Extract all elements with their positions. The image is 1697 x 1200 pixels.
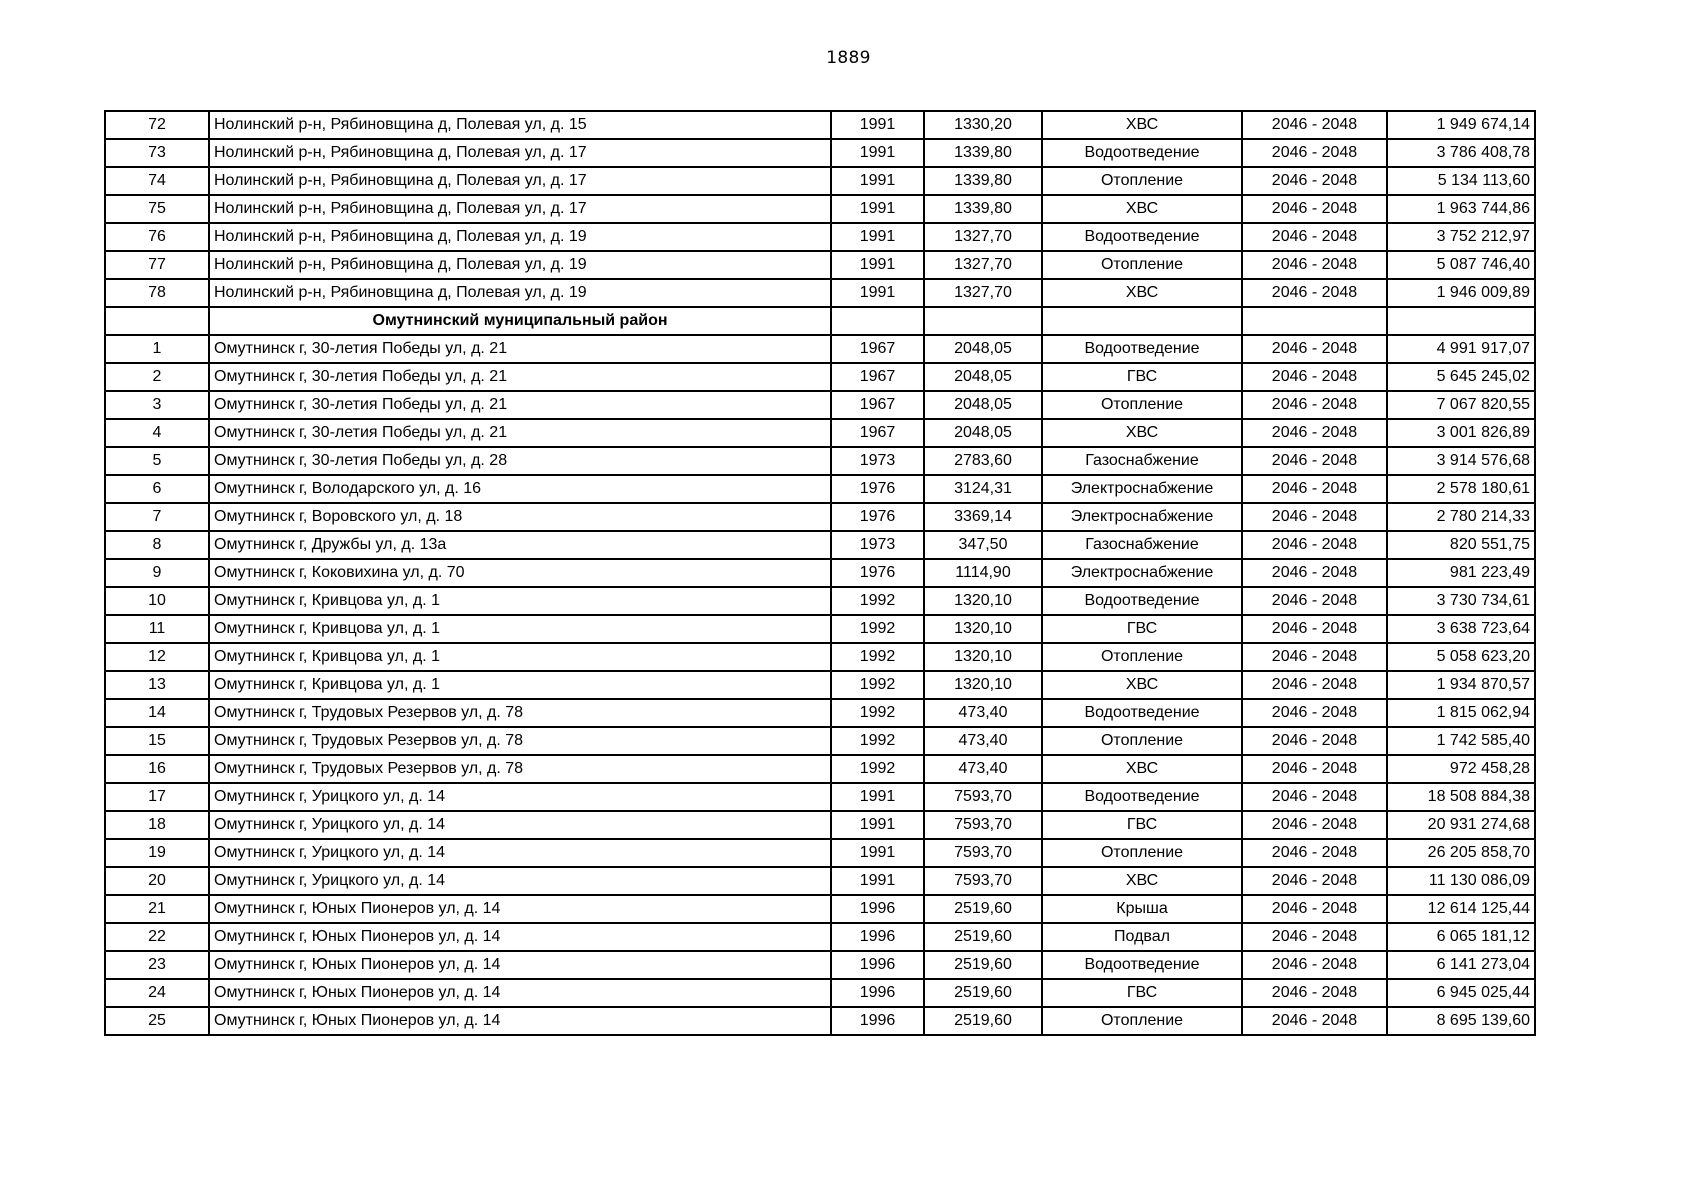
- address-cell: Омутнинск г, Коковихина ул, д. 70: [209, 559, 831, 587]
- cost-cell: 2 578 180,61: [1387, 475, 1535, 503]
- address-cell: Нолинский р-н, Рябиновщина д, Полевая ул, д. 17: [209, 167, 831, 195]
- work-type-cell: Отопление: [1042, 727, 1242, 755]
- table-row: [105, 335, 1535, 363]
- cost-cell: 3 752 212,97: [1387, 223, 1535, 251]
- area-cell: 1339,80: [924, 139, 1042, 167]
- table-row: [105, 755, 1535, 783]
- area-cell: 1114,90: [924, 559, 1042, 587]
- table-row: [105, 419, 1535, 447]
- cost-cell: 6 945 025,44: [1387, 979, 1535, 1007]
- table-row: [105, 503, 1535, 531]
- cost-cell: 26 205 858,70: [1387, 839, 1535, 867]
- build-year-cell: 1991: [831, 839, 924, 867]
- work-type-cell: ХВС: [1042, 279, 1242, 307]
- build-year-cell: 1992: [831, 615, 924, 643]
- row-number-cell: 18: [105, 811, 209, 839]
- build-year-cell: 1996: [831, 895, 924, 923]
- period-cell: 2046 - 2048: [1242, 419, 1387, 447]
- table-row: [105, 783, 1535, 811]
- address-cell: Омутнинск г, 30-летия Победы ул, д. 21: [209, 391, 831, 419]
- table-row: [105, 111, 1535, 139]
- work-type-cell: Отопление: [1042, 1007, 1242, 1035]
- cost-cell: 820 551,75: [1387, 531, 1535, 559]
- table-row: [105, 979, 1535, 1007]
- work-type-cell: Крыша: [1042, 895, 1242, 923]
- cost-cell: 8 695 139,60: [1387, 1007, 1535, 1035]
- row-number-cell: 73: [105, 139, 209, 167]
- row-number-cell: 1: [105, 335, 209, 363]
- period-cell: 2046 - 2048: [1242, 167, 1387, 195]
- empty-cell: [1042, 307, 1242, 335]
- work-type-cell: Отопление: [1042, 391, 1242, 419]
- area-cell: 1320,10: [924, 587, 1042, 615]
- cost-cell: 1 963 744,86: [1387, 195, 1535, 223]
- row-number-cell: 23: [105, 951, 209, 979]
- period-cell: 2046 - 2048: [1242, 671, 1387, 699]
- work-type-cell: ГВС: [1042, 363, 1242, 391]
- build-year-cell: 1976: [831, 559, 924, 587]
- build-year-cell: 1991: [831, 867, 924, 895]
- period-cell: 2046 - 2048: [1242, 279, 1387, 307]
- cost-cell: 1 934 870,57: [1387, 671, 1535, 699]
- row-number-cell: 5: [105, 447, 209, 475]
- work-type-cell: Водоотведение: [1042, 587, 1242, 615]
- period-cell: 2046 - 2048: [1242, 727, 1387, 755]
- work-type-cell: ГВС: [1042, 615, 1242, 643]
- build-year-cell: 1976: [831, 503, 924, 531]
- build-year-cell: 1991: [831, 139, 924, 167]
- build-year-cell: 1996: [831, 923, 924, 951]
- area-cell: 2048,05: [924, 391, 1042, 419]
- period-cell: 2046 - 2048: [1242, 531, 1387, 559]
- table-row: [105, 279, 1535, 307]
- period-cell: 2046 - 2048: [1242, 951, 1387, 979]
- row-number-cell: 21: [105, 895, 209, 923]
- address-cell: Омутнинск г, Урицкого ул, д. 14: [209, 783, 831, 811]
- build-year-cell: 1973: [831, 447, 924, 475]
- area-cell: 3124,31: [924, 475, 1042, 503]
- row-number-cell: 74: [105, 167, 209, 195]
- table-body: [105, 111, 1535, 1035]
- work-type-cell: ХВС: [1042, 419, 1242, 447]
- row-number-cell: 6: [105, 475, 209, 503]
- work-type-cell: Электроснабжение: [1042, 503, 1242, 531]
- empty-cell: [1387, 307, 1535, 335]
- work-type-cell: Газоснабжение: [1042, 447, 1242, 475]
- build-year-cell: 1991: [831, 167, 924, 195]
- row-number-cell: 9: [105, 559, 209, 587]
- address-cell: Омутнинск г, Юных Пионеров ул, д. 14: [209, 1007, 831, 1035]
- period-cell: 2046 - 2048: [1242, 839, 1387, 867]
- row-number-cell: 19: [105, 839, 209, 867]
- area-cell: 1339,80: [924, 167, 1042, 195]
- period-cell: 2046 - 2048: [1242, 643, 1387, 671]
- period-cell: 2046 - 2048: [1242, 391, 1387, 419]
- address-cell: Омутнинск г, Урицкого ул, д. 14: [209, 811, 831, 839]
- area-cell: 1320,10: [924, 671, 1042, 699]
- cost-cell: 7 067 820,55: [1387, 391, 1535, 419]
- period-cell: 2046 - 2048: [1242, 895, 1387, 923]
- area-cell: 1320,10: [924, 615, 1042, 643]
- cost-cell: 20 931 274,68: [1387, 811, 1535, 839]
- table-row: [105, 1007, 1535, 1035]
- cost-cell: 1 949 674,14: [1387, 111, 1535, 139]
- area-cell: 2048,05: [924, 363, 1042, 391]
- row-number-cell: 3: [105, 391, 209, 419]
- period-cell: 2046 - 2048: [1242, 1007, 1387, 1035]
- row-number-cell: 12: [105, 643, 209, 671]
- cost-cell: 972 458,28: [1387, 755, 1535, 783]
- page-number: 1889: [826, 48, 871, 68]
- work-type-cell: Газоснабжение: [1042, 531, 1242, 559]
- table-row: [105, 923, 1535, 951]
- table-row: [105, 139, 1535, 167]
- area-cell: 1339,80: [924, 195, 1042, 223]
- address-cell: Омутнинск г, Юных Пионеров ул, д. 14: [209, 895, 831, 923]
- work-type-cell: Водоотведение: [1042, 783, 1242, 811]
- period-cell: 2046 - 2048: [1242, 223, 1387, 251]
- area-cell: 3369,14: [924, 503, 1042, 531]
- row-number-cell: 13: [105, 671, 209, 699]
- address-cell: Омутнинск г, Кривцова ул, д. 1: [209, 615, 831, 643]
- cost-cell: 3 001 826,89: [1387, 419, 1535, 447]
- period-cell: 2046 - 2048: [1242, 503, 1387, 531]
- area-cell: 2519,60: [924, 1007, 1042, 1035]
- address-cell: Омутнинск г, 30-летия Победы ул, д. 21: [209, 335, 831, 363]
- period-cell: 2046 - 2048: [1242, 447, 1387, 475]
- table-row: [105, 223, 1535, 251]
- period-cell: 2046 - 2048: [1242, 139, 1387, 167]
- cost-cell: 6 141 273,04: [1387, 951, 1535, 979]
- row-number-cell: 17: [105, 783, 209, 811]
- row-number-cell: 16: [105, 755, 209, 783]
- row-number-cell: 78: [105, 279, 209, 307]
- period-cell: 2046 - 2048: [1242, 979, 1387, 1007]
- build-year-cell: 1996: [831, 951, 924, 979]
- area-cell: 2519,60: [924, 979, 1042, 1007]
- period-cell: 2046 - 2048: [1242, 811, 1387, 839]
- period-cell: 2046 - 2048: [1242, 783, 1387, 811]
- build-year-cell: 1991: [831, 251, 924, 279]
- address-cell: Омутнинск г, Урицкого ул, д. 14: [209, 839, 831, 867]
- address-cell: Нолинский р-н, Рябиновщина д, Полевая ул, д. 15: [209, 111, 831, 139]
- build-year-cell: 1991: [831, 223, 924, 251]
- area-cell: 473,40: [924, 755, 1042, 783]
- area-cell: 7593,70: [924, 783, 1042, 811]
- period-cell: 2046 - 2048: [1242, 699, 1387, 727]
- build-year-cell: 1991: [831, 111, 924, 139]
- work-type-cell: Отопление: [1042, 839, 1242, 867]
- work-type-cell: ХВС: [1042, 867, 1242, 895]
- cost-cell: 6 065 181,12: [1387, 923, 1535, 951]
- table-row: [105, 587, 1535, 615]
- table-row: [105, 727, 1535, 755]
- table-row: [105, 615, 1535, 643]
- cost-cell: 5 087 746,40: [1387, 251, 1535, 279]
- build-year-cell: 1992: [831, 727, 924, 755]
- address-cell: Омутнинск г, Юных Пионеров ул, д. 14: [209, 951, 831, 979]
- address-cell: Омутнинск г, Воровского ул, д. 18: [209, 503, 831, 531]
- row-number-cell: 14: [105, 699, 209, 727]
- work-type-cell: Электроснабжение: [1042, 475, 1242, 503]
- work-type-cell: ХВС: [1042, 671, 1242, 699]
- period-cell: 2046 - 2048: [1242, 923, 1387, 951]
- cost-cell: 1 815 062,94: [1387, 699, 1535, 727]
- period-cell: 2046 - 2048: [1242, 251, 1387, 279]
- work-type-cell: Водоотведение: [1042, 951, 1242, 979]
- cost-cell: 3 786 408,78: [1387, 139, 1535, 167]
- row-number-cell: 77: [105, 251, 209, 279]
- build-year-cell: 1991: [831, 279, 924, 307]
- row-number-cell: 15: [105, 727, 209, 755]
- area-cell: 2048,05: [924, 419, 1042, 447]
- area-cell: 1327,70: [924, 251, 1042, 279]
- build-year-cell: 1992: [831, 587, 924, 615]
- address-cell: Омутнинск г, Трудовых Резервов ул, д. 78: [209, 699, 831, 727]
- address-cell: Омутнинск г, 30-летия Победы ул, д. 28: [209, 447, 831, 475]
- build-year-cell: 1967: [831, 391, 924, 419]
- period-cell: 2046 - 2048: [1242, 587, 1387, 615]
- area-cell: 2519,60: [924, 923, 1042, 951]
- address-cell: Омутнинск г, Урицкого ул, д. 14: [209, 867, 831, 895]
- cost-cell: 3 638 723,64: [1387, 615, 1535, 643]
- address-cell: Омутнинск г, Кривцова ул, д. 1: [209, 587, 831, 615]
- area-cell: 473,40: [924, 699, 1042, 727]
- area-cell: 1330,20: [924, 111, 1042, 139]
- section-header-row: [105, 307, 1535, 335]
- build-year-cell: 1992: [831, 699, 924, 727]
- build-year-cell: 1996: [831, 1007, 924, 1035]
- area-cell: 1327,70: [924, 279, 1042, 307]
- address-cell: Омутнинск г, Кривцова ул, д. 1: [209, 671, 831, 699]
- work-type-cell: ХВС: [1042, 195, 1242, 223]
- address-cell: Омутнинск г, Юных Пионеров ул, д. 14: [209, 979, 831, 1007]
- cost-cell: 5 645 245,02: [1387, 363, 1535, 391]
- address-cell: Нолинский р-н, Рябиновщина д, Полевая ул, д. 19: [209, 279, 831, 307]
- cost-cell: 11 130 086,09: [1387, 867, 1535, 895]
- build-year-cell: 1976: [831, 475, 924, 503]
- area-cell: 7593,70: [924, 839, 1042, 867]
- row-number-cell: [105, 307, 209, 335]
- address-cell: Нолинский р-н, Рябиновщина д, Полевая ул, д. 19: [209, 223, 831, 251]
- work-type-cell: Отопление: [1042, 643, 1242, 671]
- area-cell: 7593,70: [924, 867, 1042, 895]
- period-cell: 2046 - 2048: [1242, 867, 1387, 895]
- cost-cell: 5 134 113,60: [1387, 167, 1535, 195]
- row-number-cell: 7: [105, 503, 209, 531]
- row-number-cell: 75: [105, 195, 209, 223]
- cost-cell: 3 730 734,61: [1387, 587, 1535, 615]
- row-number-cell: 4: [105, 419, 209, 447]
- cost-cell: 1 742 585,40: [1387, 727, 1535, 755]
- table-row: [105, 699, 1535, 727]
- work-type-cell: ХВС: [1042, 755, 1242, 783]
- area-cell: 1327,70: [924, 223, 1042, 251]
- build-year-cell: 1967: [831, 363, 924, 391]
- row-number-cell: 24: [105, 979, 209, 1007]
- table-row: [105, 559, 1535, 587]
- work-type-cell: Отопление: [1042, 251, 1242, 279]
- period-cell: 2046 - 2048: [1242, 111, 1387, 139]
- empty-cell: [924, 307, 1042, 335]
- row-number-cell: 72: [105, 111, 209, 139]
- work-type-cell: ХВС: [1042, 111, 1242, 139]
- work-type-cell: ГВС: [1042, 811, 1242, 839]
- row-number-cell: 11: [105, 615, 209, 643]
- address-cell: Нолинский р-н, Рябиновщина д, Полевая ул, д. 19: [209, 251, 831, 279]
- build-year-cell: 1967: [831, 419, 924, 447]
- build-year-cell: 1991: [831, 195, 924, 223]
- build-year-cell: 1967: [831, 335, 924, 363]
- area-cell: 2519,60: [924, 895, 1042, 923]
- area-cell: 473,40: [924, 727, 1042, 755]
- cost-cell: 4 991 917,07: [1387, 335, 1535, 363]
- cost-cell: 12 614 125,44: [1387, 895, 1535, 923]
- cost-cell: 5 058 623,20: [1387, 643, 1535, 671]
- area-cell: 347,50: [924, 531, 1042, 559]
- table-row: [105, 447, 1535, 475]
- area-cell: 7593,70: [924, 811, 1042, 839]
- address-cell: Нолинский р-н, Рябиновщина д, Полевая ул, д. 17: [209, 195, 831, 223]
- build-year-cell: 1973: [831, 531, 924, 559]
- work-type-cell: Электроснабжение: [1042, 559, 1242, 587]
- table-row: [105, 671, 1535, 699]
- area-cell: 2048,05: [924, 335, 1042, 363]
- cost-cell: 3 914 576,68: [1387, 447, 1535, 475]
- address-cell: Омутнинск г, Юных Пионеров ул, д. 14: [209, 923, 831, 951]
- row-number-cell: 10: [105, 587, 209, 615]
- row-number-cell: 22: [105, 923, 209, 951]
- cost-cell: 1 946 009,89: [1387, 279, 1535, 307]
- table-row: [105, 251, 1535, 279]
- address-cell: Омутнинск г, Володарского ул, д. 16: [209, 475, 831, 503]
- repair-schedule-table: [104, 110, 1536, 1036]
- address-cell: Омутнинск г, Трудовых Резервов ул, д. 78: [209, 727, 831, 755]
- period-cell: 2046 - 2048: [1242, 615, 1387, 643]
- build-year-cell: 1992: [831, 755, 924, 783]
- work-type-cell: Водоотведение: [1042, 699, 1242, 727]
- build-year-cell: 1991: [831, 783, 924, 811]
- table-row: [105, 951, 1535, 979]
- row-number-cell: 20: [105, 867, 209, 895]
- period-cell: 2046 - 2048: [1242, 195, 1387, 223]
- address-cell: Омутнинск г, 30-летия Победы ул, д. 21: [209, 363, 831, 391]
- section-title: Омутнинский муниципальный район: [209, 307, 831, 335]
- work-type-cell: ГВС: [1042, 979, 1242, 1007]
- table-row: [105, 195, 1535, 223]
- cost-cell: 18 508 884,38: [1387, 783, 1535, 811]
- work-type-cell: Водоотведение: [1042, 139, 1242, 167]
- table-row: [105, 531, 1535, 559]
- table-row: [105, 643, 1535, 671]
- build-year-cell: 1991: [831, 811, 924, 839]
- row-number-cell: 2: [105, 363, 209, 391]
- area-cell: 2519,60: [924, 951, 1042, 979]
- period-cell: 2046 - 2048: [1242, 755, 1387, 783]
- cost-cell: 981 223,49: [1387, 559, 1535, 587]
- area-cell: 2783,60: [924, 447, 1042, 475]
- table-row: [105, 167, 1535, 195]
- table-row: [105, 895, 1535, 923]
- table-row: [105, 839, 1535, 867]
- cost-cell: 2 780 214,33: [1387, 503, 1535, 531]
- work-type-cell: Водоотведение: [1042, 223, 1242, 251]
- row-number-cell: 76: [105, 223, 209, 251]
- table-row: [105, 867, 1535, 895]
- address-cell: Нолинский р-н, Рябиновщина д, Полевая ул, д. 17: [209, 139, 831, 167]
- empty-cell: [831, 307, 924, 335]
- period-cell: 2046 - 2048: [1242, 363, 1387, 391]
- address-cell: Омутнинск г, Кривцова ул, д. 1: [209, 643, 831, 671]
- period-cell: 2046 - 2048: [1242, 559, 1387, 587]
- address-cell: Омутнинск г, 30-летия Победы ул, д. 21: [209, 419, 831, 447]
- work-type-cell: Подвал: [1042, 923, 1242, 951]
- table-row: [105, 391, 1535, 419]
- empty-cell: [1242, 307, 1387, 335]
- work-type-cell: Отопление: [1042, 167, 1242, 195]
- area-cell: 1320,10: [924, 643, 1042, 671]
- address-cell: Омутнинск г, Дружбы ул, д. 13а: [209, 531, 831, 559]
- row-number-cell: 8: [105, 531, 209, 559]
- period-cell: 2046 - 2048: [1242, 335, 1387, 363]
- table-row: [105, 363, 1535, 391]
- address-cell: Омутнинск г, Трудовых Резервов ул, д. 78: [209, 755, 831, 783]
- row-number-cell: 25: [105, 1007, 209, 1035]
- work-type-cell: Водоотведение: [1042, 335, 1242, 363]
- table-row: [105, 811, 1535, 839]
- build-year-cell: 1996: [831, 979, 924, 1007]
- build-year-cell: 1992: [831, 643, 924, 671]
- period-cell: 2046 - 2048: [1242, 475, 1387, 503]
- table-row: [105, 475, 1535, 503]
- build-year-cell: 1992: [831, 671, 924, 699]
